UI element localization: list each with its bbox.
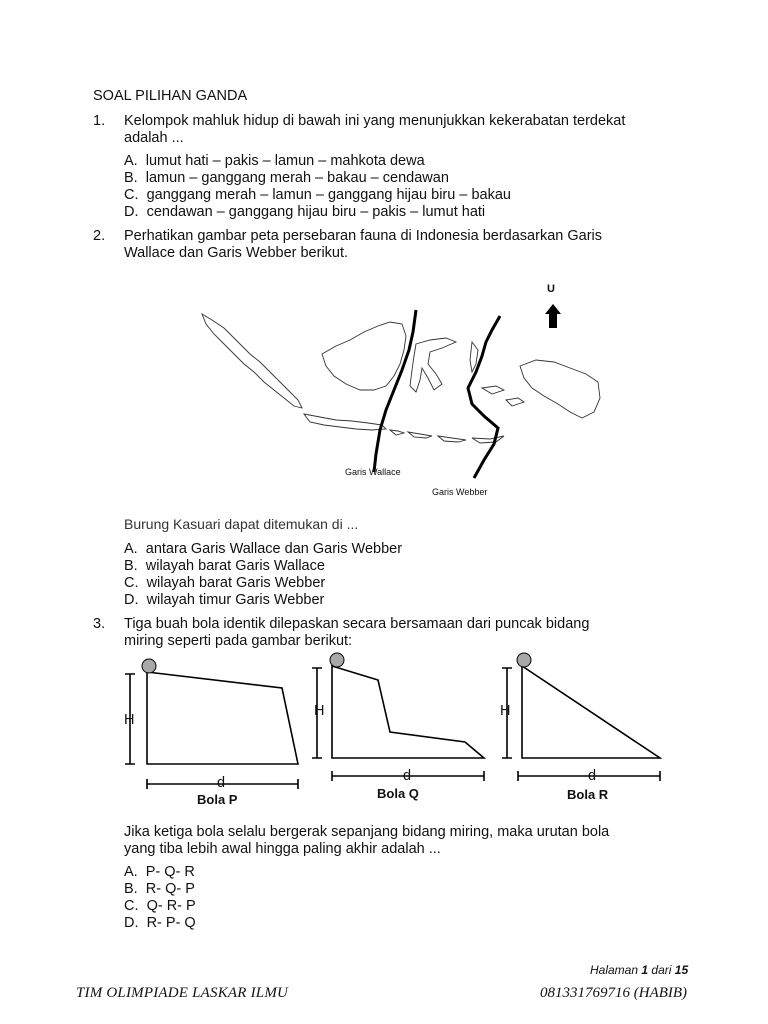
q3-sub-line2: yang tiba lebih awal hingga paling akhir adalah ... [124,841,441,857]
option-letter: C. [124,187,139,203]
option-text: P- Q- R [145,864,195,880]
q3-text-line2: miring seperti pada gambar berikut: [124,633,353,649]
option-letter: B. [124,558,138,574]
q1-option-c [124,187,511,203]
option-text: wilayah timur Garis Webber [146,592,325,608]
q1-option-b [124,170,449,186]
height-label-r: H [500,703,511,719]
option-text: lamun – ganggang merah – bakau – cendawan [145,170,449,186]
wallace-label: Garis Wallace [345,467,401,477]
option-letter: D. [124,915,139,931]
north-label: U [547,283,555,295]
option-letter: B. [124,170,138,186]
label-bola-p: Bola P [197,792,238,807]
q3-sub-line1: Jika ketiga bola selalu bergerak sepanjang bidang miring, maka urutan bola [124,824,610,840]
distance-label-q: d [403,768,412,784]
page-total: 15 [674,963,689,977]
page-prefix: Halaman [590,963,639,977]
option-letter: C. [124,575,139,591]
option-text: lumut hati – pakis – lamun – mahkota dewa [145,153,425,169]
q3-option-c [124,898,196,914]
q1-number: 1. [93,113,106,129]
option-letter: B. [124,881,138,897]
webber-line [468,316,500,478]
option-text: R- P- Q [146,915,196,931]
option-letter: D. [124,204,139,220]
q3-option-b [124,881,195,897]
q2-text-line1: Perhatikan gambar peta persebaran fauna di Indonesia berdasarkan Garis [124,228,602,244]
ball-q-icon [330,653,344,667]
option-text: antara Garis Wallace dan Garis Webber [145,541,403,557]
label-bola-r: Bola R [567,787,609,802]
island-outlines [202,314,600,443]
page-current: 1 [641,963,649,977]
q2-text-line2: Wallace dan Garis Webber berikut. [124,245,349,261]
q1-option-a [124,153,425,169]
q2-option-a [124,541,402,557]
q1-text-line2: adalah ... [124,130,184,146]
ball-r-icon [517,653,531,667]
q2-option-b [124,558,325,574]
incline-p-shape [147,672,298,764]
q2-sub-question: Burung Kasuari dapat ditemukan di ... [124,516,359,532]
option-text: wilayah barat Garis Wallace [145,558,325,574]
distance-label-p: d [217,775,226,791]
option-letter: C. [124,898,139,914]
height-label-p: H [124,712,135,728]
option-letter: A. [124,864,138,880]
label-bola-q: Bola Q [377,786,419,801]
section-title: SOAL PILIHAN GANDA [93,88,248,104]
wallace-line [374,310,416,472]
north-arrow-icon [545,304,561,328]
distance-label-r: d [588,768,597,784]
option-letter: A. [124,541,138,557]
option-text: Q- R- P [146,898,196,914]
q2-number: 2. [93,228,106,244]
option-letter: D. [124,592,139,608]
option-text: R- Q- P [145,881,195,897]
webber-label: Garis Webber [432,487,488,497]
q1-option-d [124,204,485,220]
q3-option-d [124,915,196,931]
option-text: wilayah barat Garis Webber [146,575,326,591]
q2-option-d [124,592,324,608]
q2-option-c [124,575,325,591]
q3-number: 3. [93,616,106,632]
option-text: cendawan – ganggang hijau biru – pakis – lumut hati [146,204,486,220]
incline-figures [120,650,540,800]
q3-option-a [124,864,195,880]
footer-team: TIM OLIMPIADE LASKAR ILMU [76,985,289,1001]
option-letter: A. [124,153,138,169]
page-number [590,963,688,977]
incline-q-shape [332,666,484,758]
option-text: ganggang merah – lamun – ganggang hijau biru – bakau [146,187,511,203]
incline-r-shape [522,666,660,758]
footer-contact: 081331769716 (HABIB) [540,985,688,1001]
page-middle: dari [651,963,672,977]
ball-p-icon [142,659,156,673]
q1-text-line1: Kelompok mahluk hidup di bawah ini yang menunjukkan kekerabatan terdekat [124,113,626,129]
height-label-q: H [314,703,325,719]
q3-text-line1: Tiga buah bola identik dilepaskan secara bersamaan dari puncak bidang [124,616,590,632]
